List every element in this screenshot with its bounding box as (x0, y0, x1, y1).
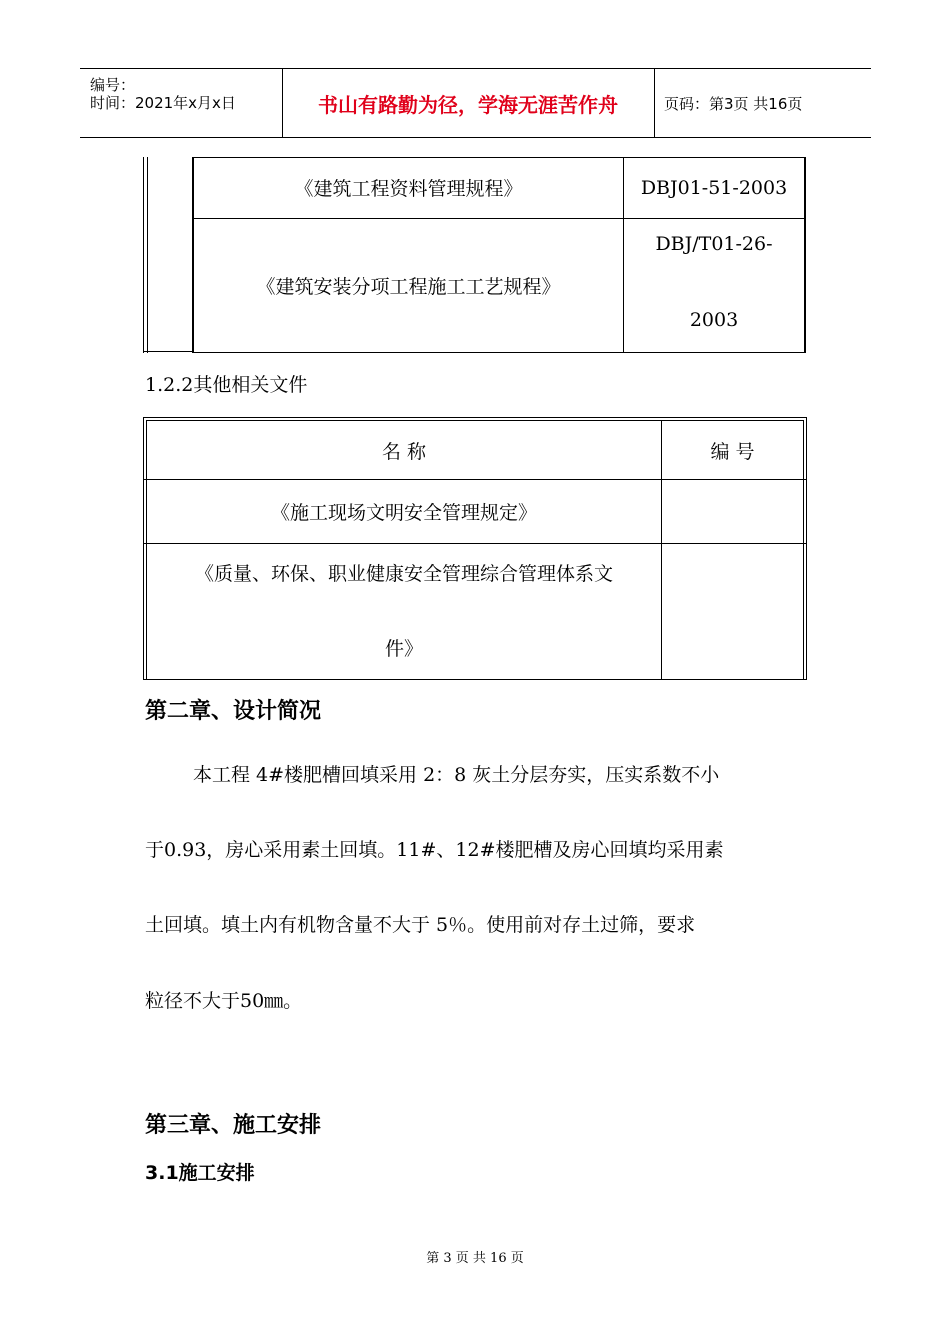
paragraph-line: 土回填。填土内有机物含量不大于 5％。使用前对存土过筛，要求 (145, 914, 696, 936)
table-cell-name-line1: 《质量、环保、职业健康安全管理综合管理体系文 (194, 562, 613, 585)
table-cell-name: 《建筑安装分项工程施工工艺规程》 (256, 276, 561, 298)
standards-table (143, 157, 806, 353)
header-page-info: 页码：第3页 共16页 (664, 95, 803, 113)
number-label: 编号： (90, 76, 136, 94)
date-label: 时间：2021年x月x日 (90, 94, 236, 112)
table-cell-name: 《建筑工程资料管理规程》 (294, 178, 523, 200)
related-docs-table (143, 417, 807, 680)
table-header-name: 名 称 (381, 440, 427, 463)
table-cell-name-line2: 件》 (384, 637, 423, 660)
section-heading: 3.1施工安排 (145, 1162, 255, 1184)
header-meta (80, 69, 283, 137)
table-header-code: 编 号 (710, 440, 755, 463)
paragraph-line: 粒径不大于50㎜。 (145, 990, 303, 1012)
paragraph-line: 于0.93，房心采用素土回填。11#、12#楼肥槽及房心回填均采用素 (145, 839, 724, 861)
paragraph-line: 本工程 4#楼肥槽回填采用 2：8 灰土分层夯实，压实系数不小 (193, 764, 720, 786)
chapter-title: 第三章、施工安排 (145, 1113, 322, 1138)
page-header (80, 68, 871, 138)
chapter-title: 第二章、设计简况 (145, 699, 322, 724)
table-cell-name: 《施工现场文明安全管理规定》 (270, 502, 537, 524)
table-cell-code-line1: DBJ/T01-26- (655, 233, 773, 255)
chapter-paragraph (145, 760, 807, 1020)
page-footer: 第 3 页 共 16 页 (426, 1251, 524, 1266)
table-cell-code-line2: 2003 (689, 309, 739, 331)
header-motto: 书山有路勤为径，学海无涯苦作舟 (282, 69, 655, 137)
section-heading: 1.2.2其他相关文件 (145, 374, 308, 396)
table-cell-code: DBJ01-51-2003 (640, 176, 788, 199)
